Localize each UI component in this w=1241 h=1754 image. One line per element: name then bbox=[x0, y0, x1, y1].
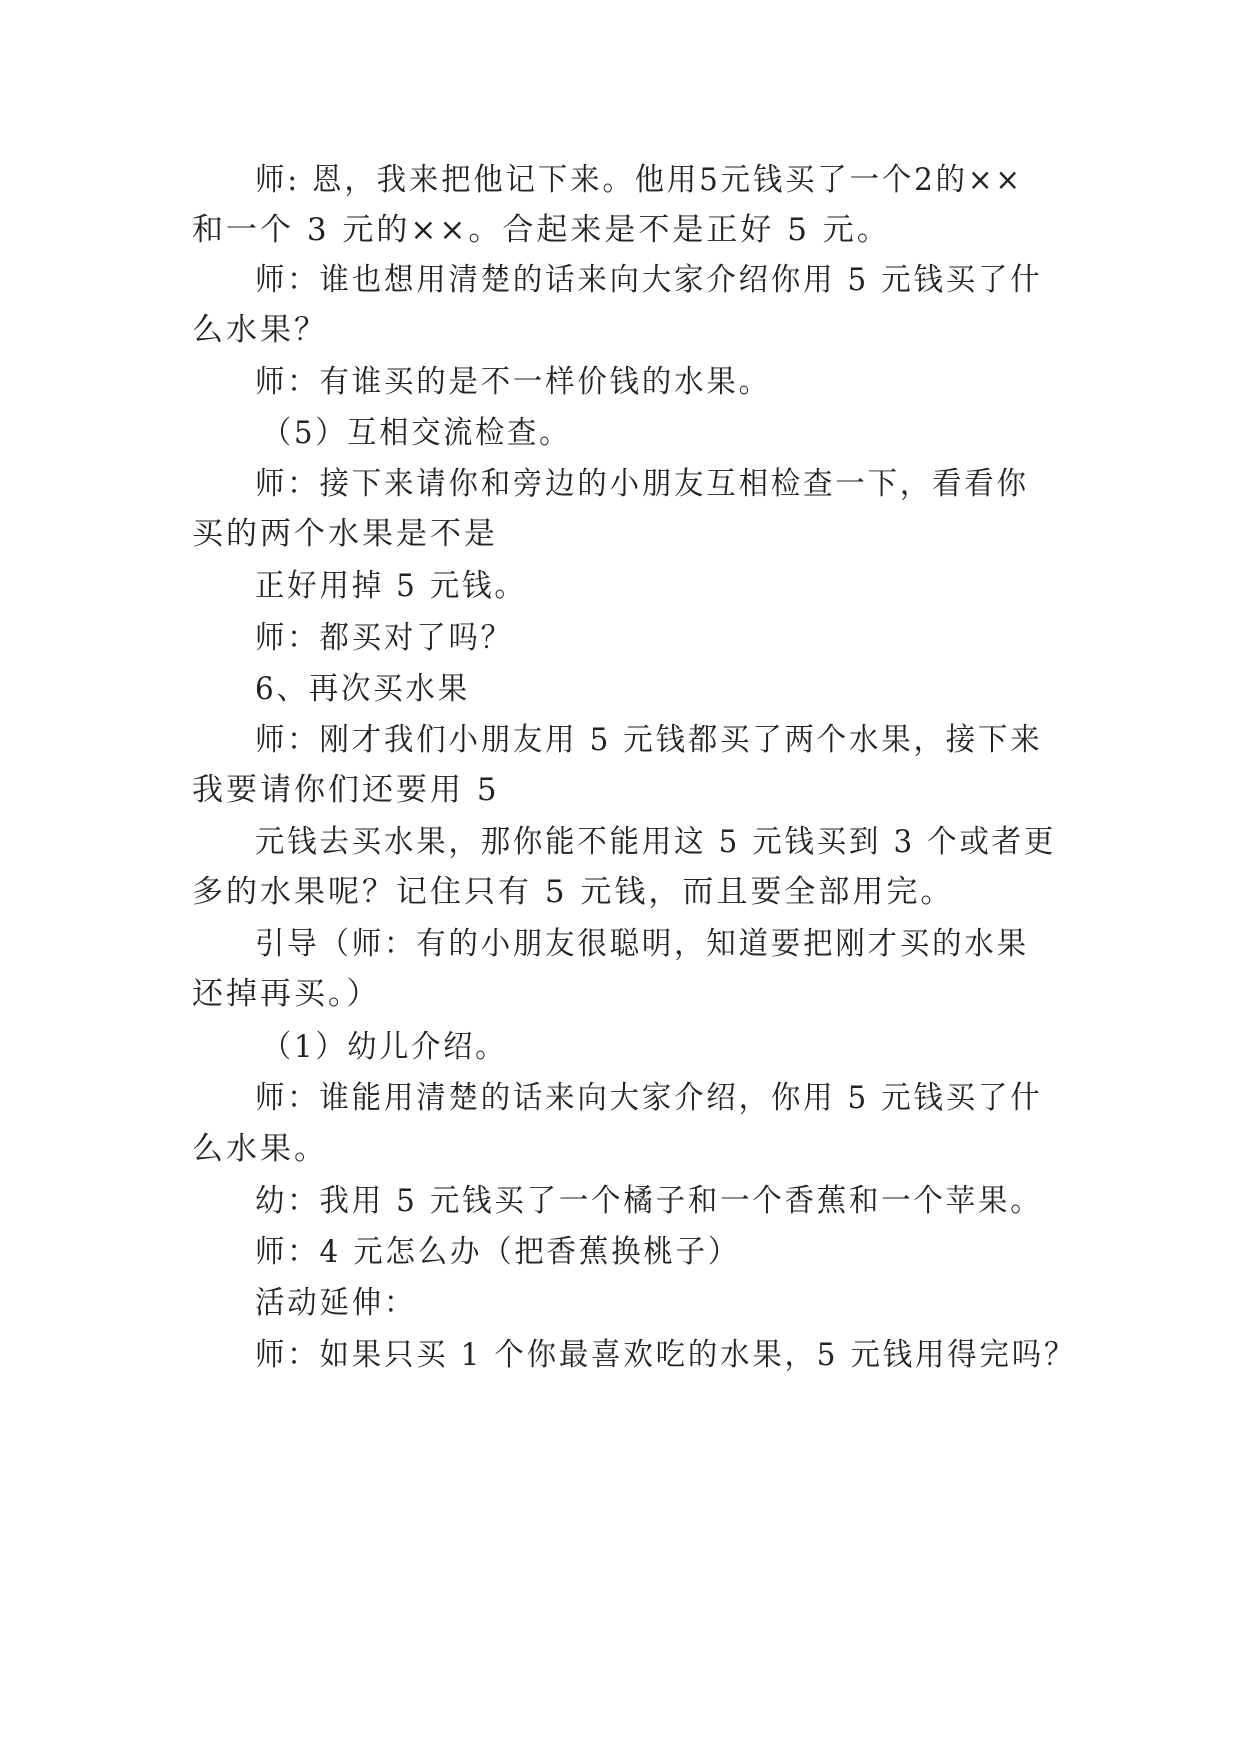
paragraph-line: 师：都买对了吗？ bbox=[255, 620, 513, 656]
section-heading: 活动延伸： bbox=[255, 1285, 417, 1321]
paragraph-line: 么水果？ bbox=[192, 312, 328, 348]
paragraph-line: 师：谁也想用清楚的话来向大家介绍你用 5 元钱买了什 bbox=[255, 262, 1043, 298]
paragraph-line: 正好用掉 5 元钱。 bbox=[255, 568, 527, 604]
paragraph-line: 元钱去买水果，那你能不能用这 5 元钱买到 3 个或者更 bbox=[255, 824, 1057, 860]
paragraph-line: 师：4 元怎么办（把香蕉换桃子） bbox=[255, 1234, 741, 1270]
paragraph-line: 师: 恩，我来把他记下来。他用5元钱买了一个2的×× bbox=[255, 162, 1023, 198]
section-heading: （1）幼儿介绍。 bbox=[262, 1029, 508, 1065]
paragraph-line: 师：有谁买的是不一样价钱的水果。 bbox=[255, 364, 771, 400]
paragraph-line: 师：如果只买 1 个你最喜欢吃的水果，5 元钱用得完吗？ bbox=[255, 1337, 1077, 1373]
paragraph-line: 买的两个水果是不是 bbox=[192, 516, 498, 552]
paragraph-line: 师：谁能用清楚的话来向大家介绍，你用 5 元钱买了什 bbox=[255, 1080, 1043, 1116]
paragraph-line: 师：刚才我们小朋友用 5 元钱都买了两个水果，接下来 bbox=[255, 722, 1043, 758]
paragraph-line: 么水果。 bbox=[192, 1131, 328, 1167]
paragraph-line: 还掉再买。） bbox=[192, 976, 381, 1012]
section-heading: （5）互相交流检查。 bbox=[262, 415, 572, 451]
paragraph-line: 引导（师：有的小朋友很聪明，知道要把刚才买的水果 bbox=[255, 926, 1029, 962]
section-heading: 6、再次买水果 bbox=[255, 671, 471, 707]
paragraph-line: 多的水果呢？记住只有 5 元钱，而且要全部用完。 bbox=[192, 874, 955, 910]
paragraph-line: 和一个 3 元的××。合起来是不是正好 5 元。 bbox=[192, 212, 891, 248]
paragraph-line: 我要请你们还要用 5 bbox=[192, 772, 500, 808]
paragraph-line: 幼：我用 5 元钱买了一个橘子和一个香蕉和一个苹果。 bbox=[255, 1183, 1043, 1219]
paragraph-line: 师：接下来请你和旁边的小朋友互相检查一下，看看你 bbox=[255, 466, 1029, 502]
